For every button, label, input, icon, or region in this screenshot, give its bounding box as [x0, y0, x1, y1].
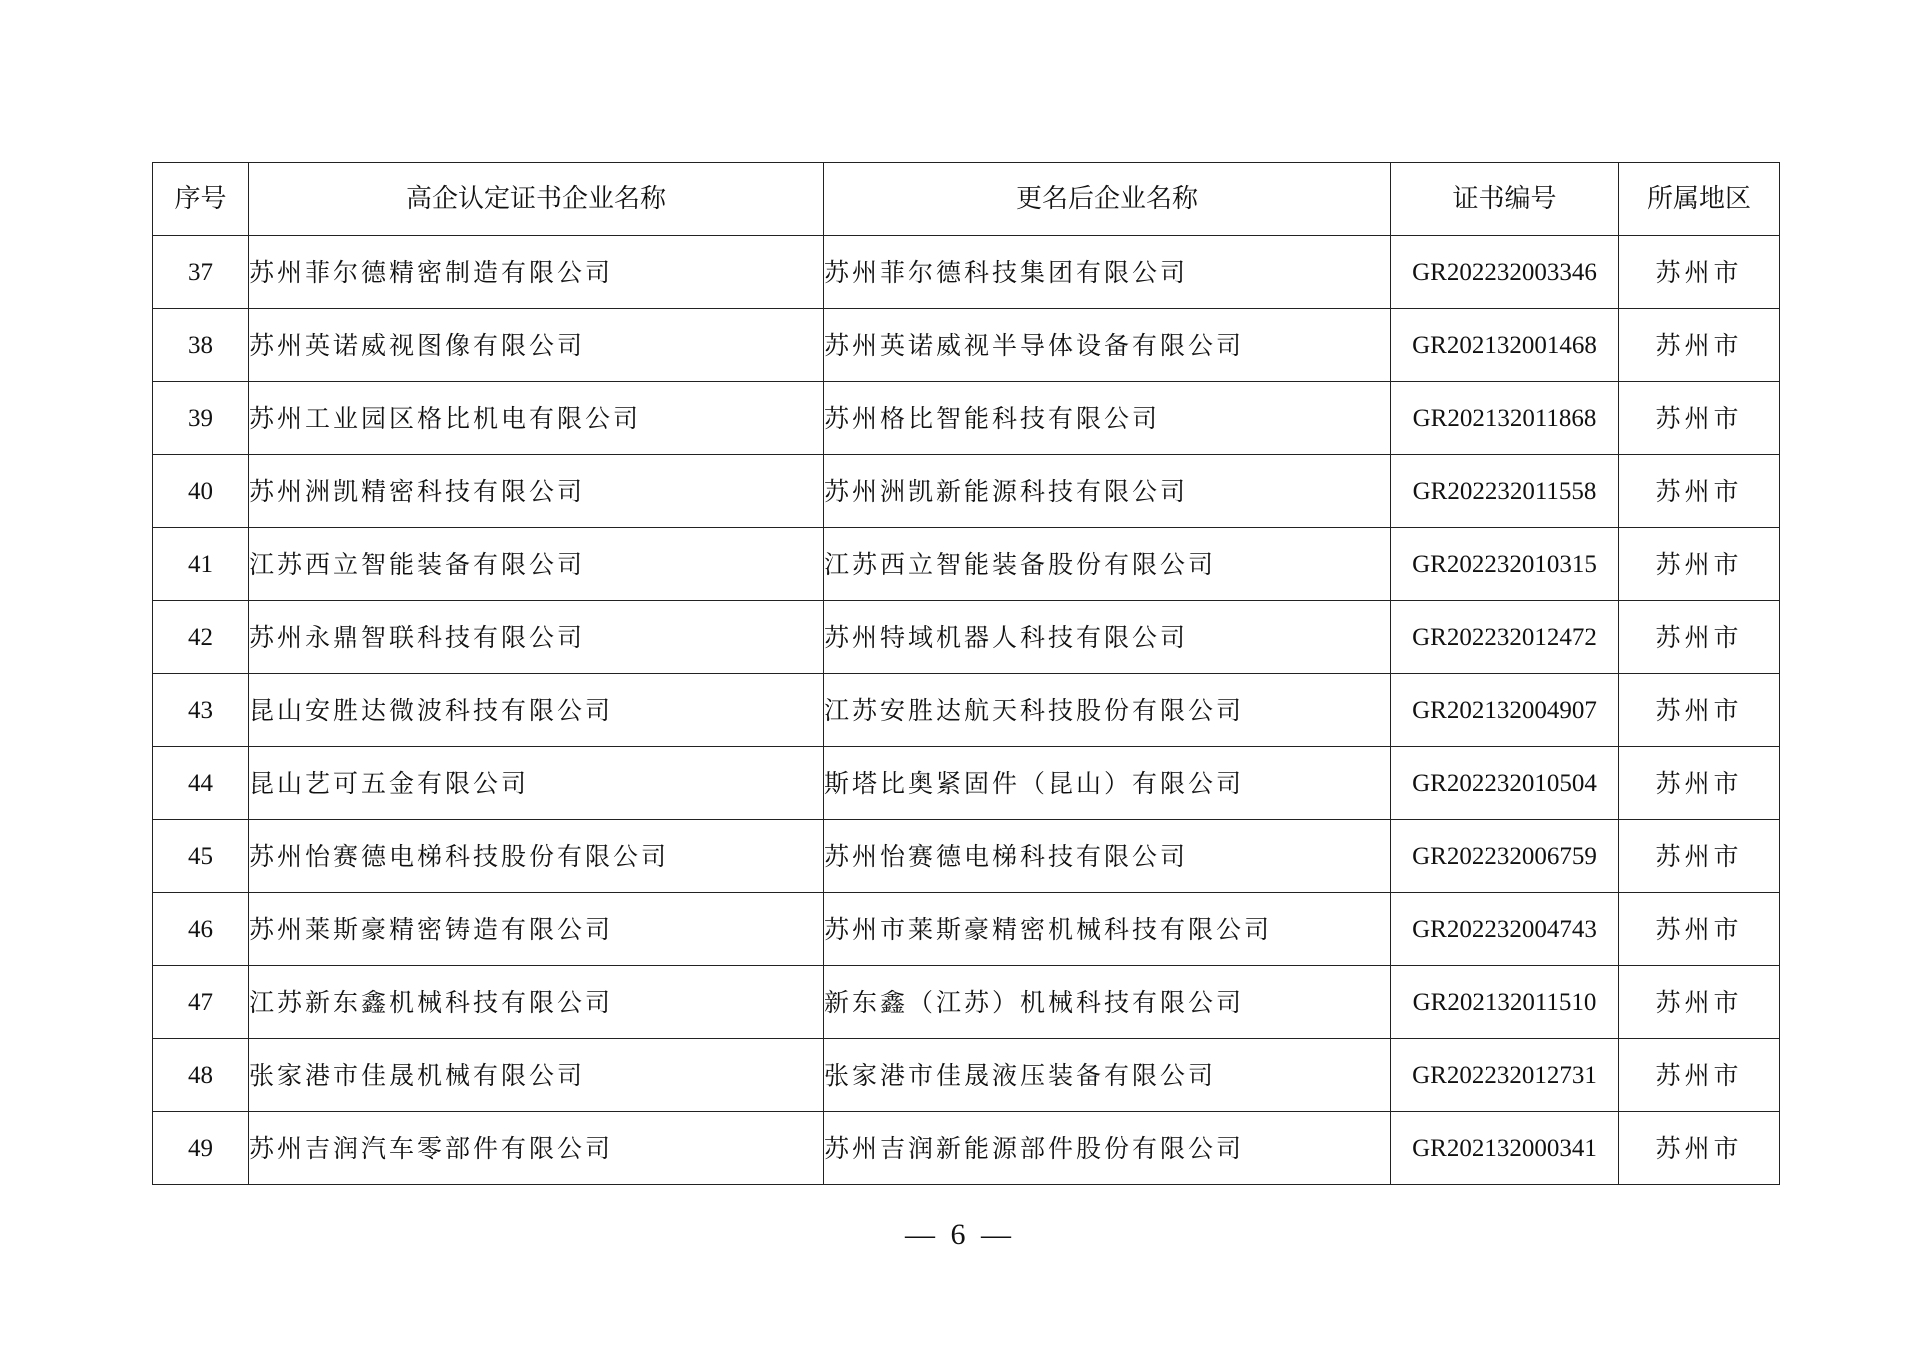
cell-original-name: 苏州英诺威视图像有限公司	[249, 309, 824, 382]
table-header-row	[153, 163, 1780, 236]
cell-certificate-no: GR202232004743	[1391, 893, 1619, 966]
cell-certificate-no: GR202232003346	[1391, 236, 1619, 309]
cell-index: 47	[153, 966, 249, 1039]
cell-certificate-no: GR202132011868	[1391, 382, 1619, 455]
cell-index: 44	[153, 747, 249, 820]
cell-renamed-name: 苏州吉润新能源部件股份有限公司	[824, 1112, 1391, 1185]
table-row	[153, 674, 1780, 747]
cell-index: 45	[153, 820, 249, 893]
cell-original-name: 江苏西立智能装备有限公司	[249, 528, 824, 601]
cell-original-name: 苏州永鼎智联科技有限公司	[249, 601, 824, 674]
cell-region: 苏州市	[1619, 1039, 1780, 1112]
table-row	[153, 309, 1780, 382]
table-row	[153, 455, 1780, 528]
page-number: — 6 —	[905, 1218, 1015, 1251]
cell-region: 苏州市	[1619, 236, 1780, 309]
table-body	[153, 236, 1780, 1185]
cell-original-name: 昆山艺可五金有限公司	[249, 747, 824, 820]
cell-renamed-name: 苏州怡赛德电梯科技有限公司	[824, 820, 1391, 893]
cell-certificate-no: GR202132004907	[1391, 674, 1619, 747]
cell-index: 41	[153, 528, 249, 601]
cell-certificate-no: GR202132001468	[1391, 309, 1619, 382]
cell-certificate-no: GR202232010504	[1391, 747, 1619, 820]
cell-index: 48	[153, 1039, 249, 1112]
table-row	[153, 528, 1780, 601]
header-index: 序号	[153, 163, 249, 236]
cell-renamed-name: 张家港市佳晟液压装备有限公司	[824, 1039, 1391, 1112]
cell-index: 37	[153, 236, 249, 309]
cell-renamed-name: 苏州英诺威视半导体设备有限公司	[824, 309, 1391, 382]
header-certificate-no: 证书编号	[1391, 163, 1619, 236]
table-row	[153, 382, 1780, 455]
header-renamed-name: 更名后企业名称	[824, 163, 1391, 236]
cell-index: 42	[153, 601, 249, 674]
cell-renamed-name: 苏州特域机器人科技有限公司	[824, 601, 1391, 674]
cell-index: 38	[153, 309, 249, 382]
cell-region: 苏州市	[1619, 601, 1780, 674]
cell-region: 苏州市	[1619, 528, 1780, 601]
cell-renamed-name: 江苏西立智能装备股份有限公司	[824, 528, 1391, 601]
cell-original-name: 苏州洲凯精密科技有限公司	[249, 455, 824, 528]
table-row	[153, 820, 1780, 893]
cell-certificate-no: GR202232010315	[1391, 528, 1619, 601]
cell-region: 苏州市	[1619, 966, 1780, 1039]
cell-index: 43	[153, 674, 249, 747]
cell-renamed-name: 斯塔比奥紧固件（昆山）有限公司	[824, 747, 1391, 820]
cell-original-name: 昆山安胜达微波科技有限公司	[249, 674, 824, 747]
table-row	[153, 966, 1780, 1039]
cell-region: 苏州市	[1619, 820, 1780, 893]
cell-region: 苏州市	[1619, 747, 1780, 820]
cell-renamed-name: 新东鑫（江苏）机械科技有限公司	[824, 966, 1391, 1039]
cell-index: 40	[153, 455, 249, 528]
cell-region: 苏州市	[1619, 1112, 1780, 1185]
table-row	[153, 747, 1780, 820]
table-row	[153, 236, 1780, 309]
cell-original-name: 苏州吉润汽车零部件有限公司	[249, 1112, 824, 1185]
cell-certificate-no: GR202232012472	[1391, 601, 1619, 674]
cell-certificate-no: GR202232011558	[1391, 455, 1619, 528]
cell-region: 苏州市	[1619, 309, 1780, 382]
cell-original-name: 张家港市佳晟机械有限公司	[249, 1039, 824, 1112]
cell-region: 苏州市	[1619, 893, 1780, 966]
header-region: 所属地区	[1619, 163, 1780, 236]
cell-original-name: 苏州菲尔德精密制造有限公司	[249, 236, 824, 309]
cell-index: 49	[153, 1112, 249, 1185]
table-row	[153, 1112, 1780, 1185]
cell-renamed-name: 江苏安胜达航天科技股份有限公司	[824, 674, 1391, 747]
cell-original-name: 苏州工业园区格比机电有限公司	[249, 382, 824, 455]
cell-original-name: 苏州莱斯豪精密铸造有限公司	[249, 893, 824, 966]
cell-certificate-no: GR202132011510	[1391, 966, 1619, 1039]
cell-region: 苏州市	[1619, 455, 1780, 528]
cell-region: 苏州市	[1619, 382, 1780, 455]
cell-index: 46	[153, 893, 249, 966]
cell-certificate-no: GR202132000341	[1391, 1112, 1619, 1185]
cell-original-name: 江苏新东鑫机械科技有限公司	[249, 966, 824, 1039]
cell-renamed-name: 苏州菲尔德科技集团有限公司	[824, 236, 1391, 309]
table-row	[153, 1039, 1780, 1112]
cell-original-name: 苏州怡赛德电梯科技股份有限公司	[249, 820, 824, 893]
cell-certificate-no: GR202232012731	[1391, 1039, 1619, 1112]
cell-region: 苏州市	[1619, 674, 1780, 747]
cell-index: 39	[153, 382, 249, 455]
cell-renamed-name: 苏州洲凯新能源科技有限公司	[824, 455, 1391, 528]
table-row	[153, 601, 1780, 674]
cell-certificate-no: GR202232006759	[1391, 820, 1619, 893]
header-original-name: 高企认定证书企业名称	[249, 163, 824, 236]
document-page	[152, 162, 1779, 1185]
company-rename-table	[152, 162, 1780, 1185]
cell-renamed-name: 苏州格比智能科技有限公司	[824, 382, 1391, 455]
table-row	[153, 893, 1780, 966]
cell-renamed-name: 苏州市莱斯豪精密机械科技有限公司	[824, 893, 1391, 966]
